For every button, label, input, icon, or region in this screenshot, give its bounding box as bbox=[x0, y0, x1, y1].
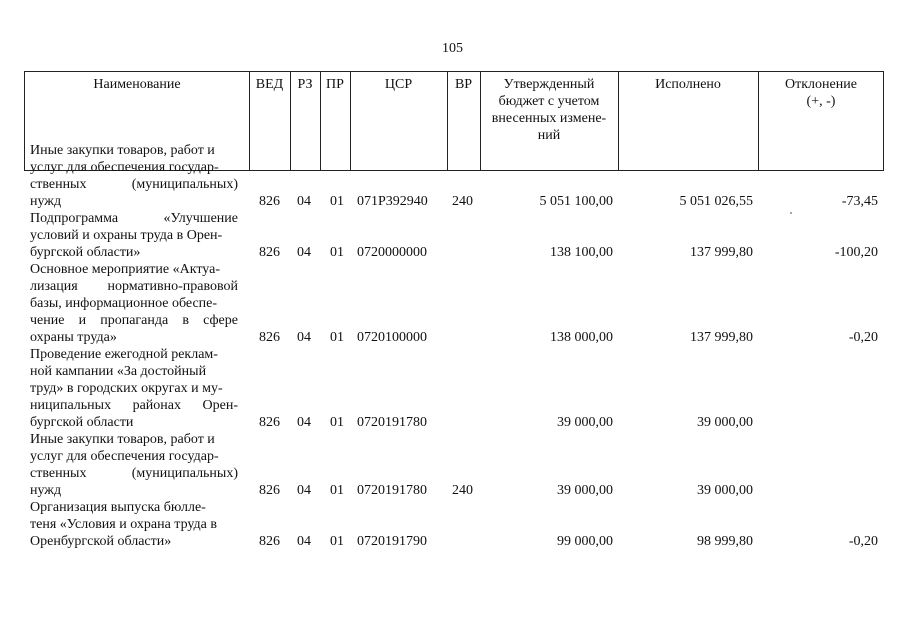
row-name-line: Иные закупки товаров, работ и bbox=[30, 143, 215, 158]
row-vr: 240 bbox=[452, 194, 473, 209]
row-name-line: лизация нормативно-правовой bbox=[30, 279, 238, 294]
row-rz: 04 bbox=[297, 330, 311, 345]
row-name-line: ной кампании «За достойный bbox=[30, 364, 207, 379]
row-name-line: Оренбургской области» bbox=[30, 534, 172, 549]
row-name-line: Проведение ежегодной реклам- bbox=[30, 347, 218, 362]
row-executed: 137 999,80 bbox=[690, 330, 753, 345]
row-name-line: охраны труда» bbox=[30, 330, 117, 345]
row-vr: 240 bbox=[452, 483, 473, 498]
row-budget: 5 051 100,00 bbox=[539, 194, 613, 209]
row-csr: 0720000000 bbox=[357, 245, 427, 260]
row-name-line: услуг для обеспечения государ- bbox=[30, 160, 219, 175]
row-pr: 01 bbox=[330, 415, 344, 430]
row-csr: 0720191780 bbox=[357, 415, 427, 430]
row-name bbox=[30, 261, 238, 346]
header-deviation bbox=[758, 76, 884, 110]
row-name-line: Основное мероприятие «Актуа- bbox=[30, 262, 220, 277]
row-name-line: Иные закупки товаров, работ и bbox=[30, 432, 215, 447]
row-budget: 39 000,00 bbox=[557, 483, 613, 498]
header-deviation-line: Отклонение bbox=[785, 77, 857, 92]
row-executed: 39 000,00 bbox=[697, 415, 753, 430]
row-budget: 138 000,00 bbox=[550, 330, 613, 345]
row-name-line: нужд bbox=[30, 483, 62, 498]
row-deviation: -0,20 bbox=[848, 534, 878, 549]
row-budget: 138 100,00 bbox=[550, 245, 613, 260]
row-name-line: ственных (муниципальных) bbox=[30, 177, 238, 192]
row-name bbox=[30, 346, 238, 431]
row-budget: 39 000,00 bbox=[557, 415, 613, 430]
header-budget-line: Утвержденный bbox=[503, 77, 595, 92]
row-name-line: ственных (муниципальных) bbox=[30, 466, 238, 481]
page-number: 105 bbox=[442, 41, 463, 56]
row-csr: 071P392940 bbox=[357, 194, 428, 209]
row-name-line: бургской области» bbox=[30, 245, 141, 260]
row-pr: 01 bbox=[330, 194, 344, 209]
row-name-line: услуг для обеспечения государ- bbox=[30, 449, 219, 464]
row-name-line: базы, информационное обеспе- bbox=[30, 296, 218, 311]
row-name-line: Организация выпуска бюлле- bbox=[30, 500, 206, 515]
header-budget bbox=[480, 76, 618, 144]
row-name bbox=[30, 431, 238, 499]
row-rz: 04 bbox=[297, 534, 311, 549]
row-executed: 98 999,80 bbox=[697, 534, 753, 549]
row-name bbox=[30, 499, 238, 550]
row-name-line: Подпрограмма «Улучшение bbox=[30, 211, 238, 226]
row-csr: 0720100000 bbox=[357, 330, 427, 345]
row-pr: 01 bbox=[330, 245, 344, 260]
row-name-line: бургской области bbox=[30, 415, 134, 430]
header-budget-line: бюджет с учетом bbox=[498, 94, 600, 109]
header-budget-line: внесенных измене- bbox=[491, 111, 607, 126]
row-name-line: условий и охраны труда в Орен- bbox=[30, 228, 223, 243]
row-ved: 826 bbox=[259, 483, 280, 498]
header-vr: ВР bbox=[454, 77, 473, 92]
header-executed: Исполнено bbox=[655, 77, 721, 92]
row-name-line: ниципальных районах Орен- bbox=[30, 398, 238, 413]
scan-speck bbox=[790, 212, 792, 214]
row-name-line: чение и пропаганда в сфере bbox=[30, 313, 238, 328]
row-rz: 04 bbox=[297, 483, 311, 498]
row-pr: 01 bbox=[330, 483, 344, 498]
row-rz: 04 bbox=[297, 194, 311, 209]
header-rz: РЗ bbox=[297, 77, 313, 92]
row-name-line: теня «Условия и охрана труда в bbox=[30, 517, 217, 532]
row-csr: 0720191790 bbox=[357, 534, 427, 549]
row-pr: 01 bbox=[330, 534, 344, 549]
row-rz: 04 bbox=[297, 245, 311, 260]
row-name bbox=[30, 210, 238, 261]
header-deviation-line: (+, -) bbox=[806, 94, 836, 109]
row-ved: 826 bbox=[259, 245, 280, 260]
header-ved: ВЕД bbox=[255, 77, 284, 92]
row-pr: 01 bbox=[330, 330, 344, 345]
row-ved: 826 bbox=[259, 194, 280, 209]
row-name bbox=[30, 142, 238, 210]
row-ved: 826 bbox=[259, 534, 280, 549]
row-budget: 99 000,00 bbox=[557, 534, 613, 549]
row-executed: 137 999,80 bbox=[690, 245, 753, 260]
header-pr: ПР bbox=[326, 77, 344, 92]
row-ved: 826 bbox=[259, 330, 280, 345]
row-deviation: -73,45 bbox=[841, 194, 878, 209]
row-rz: 04 bbox=[297, 415, 311, 430]
row-executed: 39 000,00 bbox=[697, 483, 753, 498]
row-deviation: -100,20 bbox=[834, 245, 878, 260]
row-name-line: труд» в городских округах и му- bbox=[30, 381, 223, 396]
row-deviation: -0,20 bbox=[848, 330, 878, 345]
row-csr: 0720191780 bbox=[357, 483, 427, 498]
row-ved: 826 bbox=[259, 415, 280, 430]
header-name: Наименование bbox=[93, 77, 181, 92]
header-budget-line: ний bbox=[537, 128, 561, 143]
row-executed: 5 051 026,55 bbox=[679, 194, 753, 209]
row-name-line: нужд bbox=[30, 194, 62, 209]
header-csr: ЦСР bbox=[384, 77, 413, 92]
